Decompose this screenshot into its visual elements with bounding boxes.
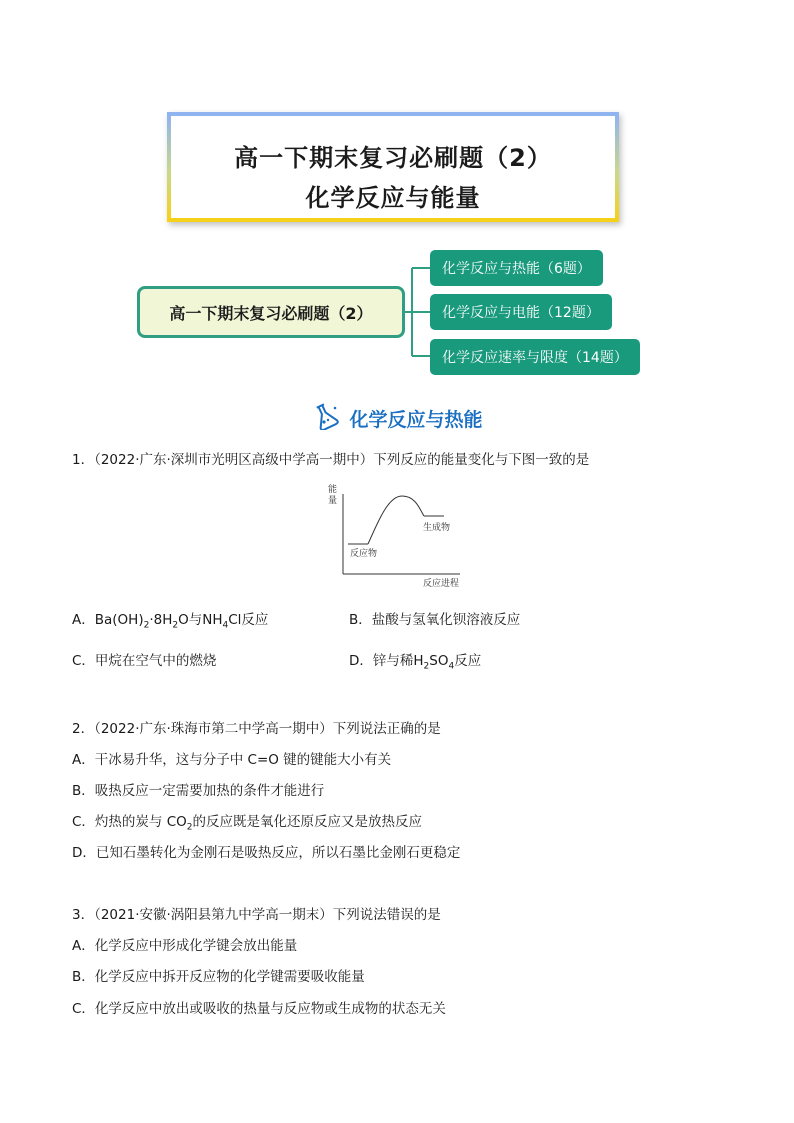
energy-ylabel-1: 能 [328,485,338,495]
title-box [167,112,619,222]
question-3-option-c: C．化学反应中放出或吸收的热量与反应物或生成物的状态无关 [72,1001,446,1017]
mindmap-branch-label: 化学反应与热能（6题） [442,261,591,277]
question-3-option-a: A．化学反应中形成化学键会放出能量 [72,938,298,954]
product-label: 生成物 [423,523,451,533]
energy-ylabel-2: 量 [328,496,338,506]
mindmap-root-label: 高一下期末复习必刷题（2） [169,303,373,323]
mindmap-root [137,286,405,338]
mindmap-branch-label: 化学反应与电能（12题） [442,305,600,321]
energy-diagram [320,482,470,592]
question-1-option-b: B．盐酸与氢氧化钡溶液反应 [349,612,521,628]
mindmap-branch-rate [430,339,640,375]
question-2-option-d: D．已知石墨转化为金刚石是吸热反应，所以石墨比金刚石更稳定 [72,845,461,861]
section-heading [0,402,794,434]
flask-icon [311,402,341,434]
mindmap-branch-thermal [430,250,603,286]
question-1-option-c: C．甲烷在空气中的燃烧 [72,653,217,669]
energy-xlabel: 反应进程 [423,579,460,589]
question-2-option-a: A．干冰易升华，这与分子中 C=O 键的键能大小有关 [72,752,392,768]
question-2-stem: 2．（2022·广东·珠海市第二中学高一期中）下列说法正确的是 [72,721,441,737]
energy-curve [368,496,424,544]
question-1-stem: 1．（2022·广东·深圳市光明区高级中学高一期中）下列反应的能量变化与下图一致的是 [72,452,590,468]
document-subtitle: 化学反应与能量 [305,184,481,212]
mindmap-branch-label: 化学反应速率与限度（14题） [442,350,628,366]
question-3-stem: 3．（2021·安徽·涡阳县第九中学高一期末）下列说法错误的是 [72,907,441,923]
section-title: 化学反应与热能 [349,408,483,431]
question-3-option-b: B．化学反应中拆开反应物的化学键需要吸收能量 [72,969,365,985]
document-title: 高一下期末复习必刷题（2） [234,144,552,172]
question-2-option-c: C．灼热的炭与 $CO_2$的反应既是氧化还原反应又是放热反应 [72,814,423,833]
question-1-option-d: D．锌与稀$H_2SO_4$反应 [349,653,482,672]
question-1-option-a: A．$Ba(OH)_2\cdot 8H_2O$与$NH_4Cl$反应 [72,612,269,631]
reactant-label: 反应物 [350,549,378,559]
question-2-option-b: B．吸热反应一定需要加热的条件才能进行 [72,783,325,799]
mindmap-branch-electric [430,294,612,330]
